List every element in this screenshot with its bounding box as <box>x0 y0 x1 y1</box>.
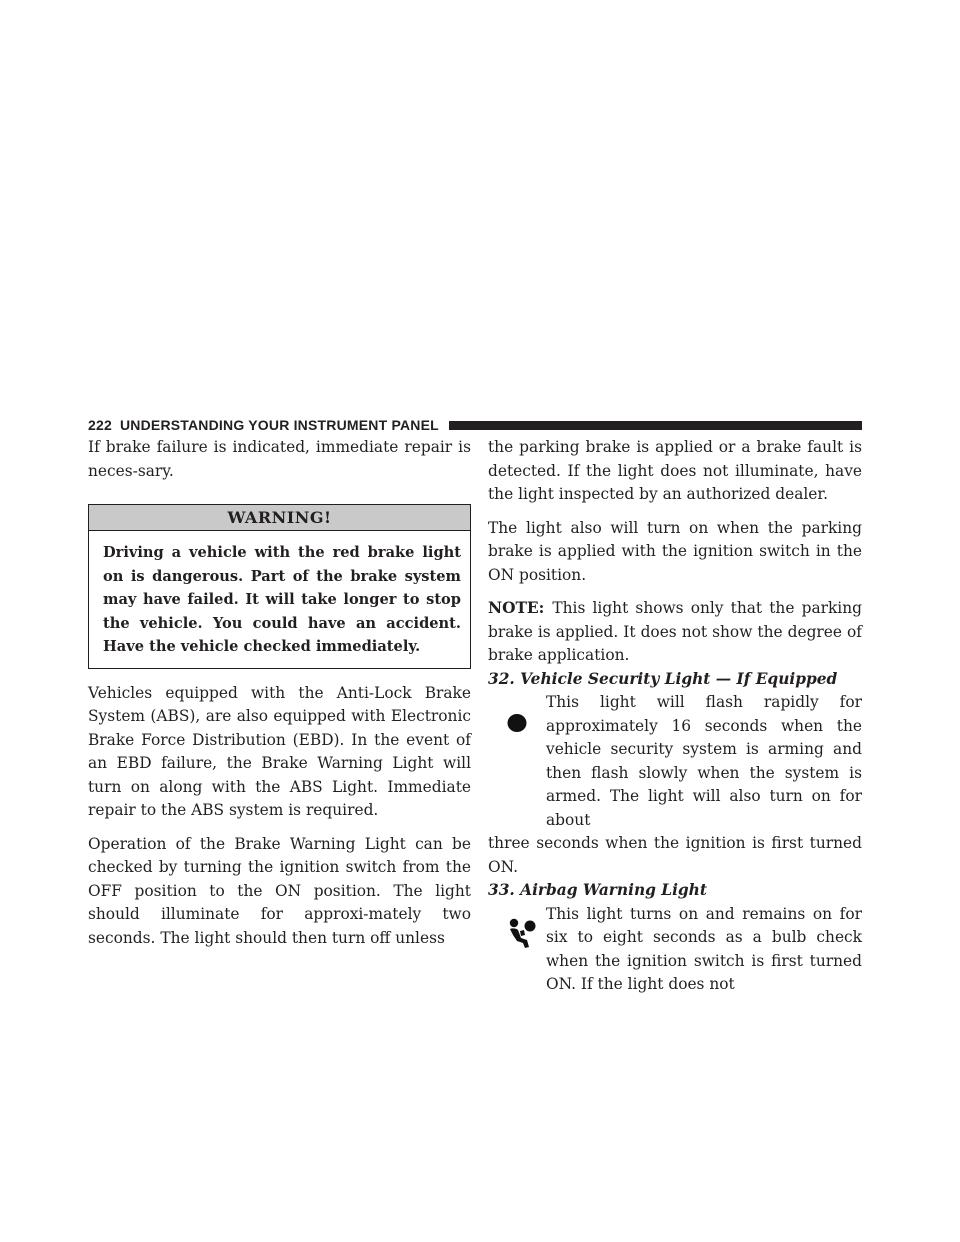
warning-box <box>88 504 471 669</box>
warning-title: WARNING! <box>89 505 470 531</box>
page-number: 222 <box>88 417 112 433</box>
warning-body: Driving a vehicle with the red brake light on is dangerous. Part of the brake system may have failed. It will take longer to stop the vehicle. You could have an accident. Have the vehicle checked immediately. <box>103 544 461 655</box>
paragraph-brake-failure: If brake failure is indicated, immediate repair is neces-sary. <box>88 438 471 480</box>
note-paragraph <box>488 597 862 668</box>
paragraph-parking-brake: the parking brake is applied or a brake fault is detected. If the light does not illuminate, have the light inspected by an authorized dealer. <box>488 438 862 503</box>
item-33-block <box>488 903 862 997</box>
item-32-title: 32. Vehicle Security Light — If Equipped <box>488 669 838 688</box>
item-33-text: This light turns on and remains on for six to eight seconds as a bulb check when the ignition switch is first turned ON. If the light does not <box>546 904 862 993</box>
section-title: UNDERSTANDING YOUR INSTRUMENT PANEL <box>119 417 439 433</box>
header-rule <box>449 421 862 430</box>
item-32-block <box>488 691 862 879</box>
item-32-continued: three seconds when the ignition is first turned ON. <box>488 834 862 876</box>
paragraph-light-on: The light also will turn on when the parking brake is applied with the ignition switch in the ON position. <box>488 518 862 584</box>
note-label: NOTE: <box>488 599 545 617</box>
paragraph-brake-check: Operation of the Brake Warning Light can be checked by turning the ignition switch from the OFF position to the ON position. The light should illuminate for approxi-mately two seconds. The light should then turn off unless <box>88 834 471 947</box>
item-33-title: 33. Airbag Warning Light <box>488 881 707 899</box>
page-header <box>88 414 862 436</box>
airbag-icon <box>506 917 540 959</box>
right-column <box>488 436 862 997</box>
left-column <box>88 436 471 950</box>
item-32-text: This light will flash rapidly for approximately 16 seconds when the vehicle security system is arming and then flash slowly when the system is armed. The light will also turn on for about <box>546 693 862 829</box>
security-light-icon <box>506 712 528 742</box>
paragraph-abs-ebd: Vehicles equipped with the Anti-Lock Brake System (ABS), are also equipped with Electronic Brake Force Distribution (EBD). In the event of an EBD failure, the Brake Warning Light will turn on along with the ABS Light. Immediate repair to the ABS system is required. <box>88 683 471 819</box>
note-text: This light shows only that the parking brake is applied. It does not show the degree of brake application. <box>488 599 862 664</box>
